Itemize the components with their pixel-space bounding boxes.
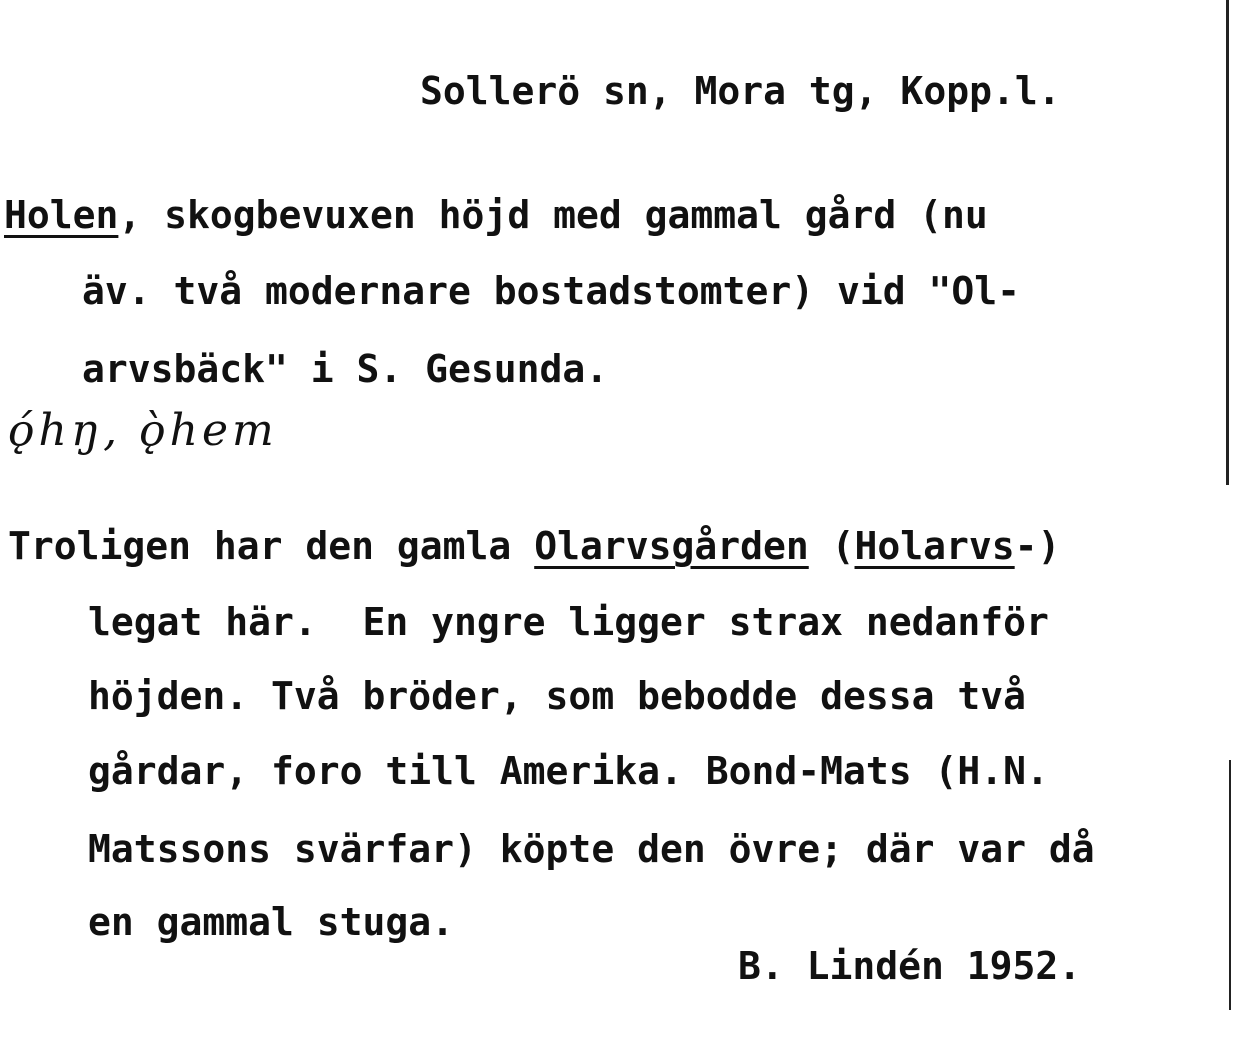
farm-name-holarvs: Holarvs [854, 524, 1015, 568]
note-line-5: Matssons svärfar) köpte den övre; där var då [88, 827, 1095, 871]
signature-line: B. Lindén 1952. [738, 944, 1082, 988]
entry-second-line: äv. två modernare bostadstomter) vid "Ol- [82, 269, 1020, 313]
location-heading: Sollerö sn, Mora tg, Kopp.l. [420, 69, 1061, 113]
pronunciation-handwritten: ǫ́hŋ, ǫ̀hem [8, 405, 278, 456]
entry-third-line: arvsbäck" i S. Gesunda. [82, 347, 609, 391]
place-name: Holen [4, 193, 119, 237]
note-first-line [8, 524, 1061, 568]
entry-first-line [4, 193, 988, 237]
farm-name-olarvsgarden: Olarvsgården [534, 524, 809, 568]
note-line-2: legat här. En yngre ligger strax nedanför [88, 600, 1049, 644]
note-line-6: en gammal stuga. [88, 900, 455, 944]
note-line-3: höjden. Två bröder, som bebodde dessa två [88, 674, 1026, 718]
card-edge-line-lower [1229, 760, 1231, 1010]
note-line-4: gårdar, foro till Amerika. Bond-Mats (H.N. [88, 749, 1049, 793]
note-paren-close: -) [1014, 524, 1061, 568]
note-text-start: Troligen har den gamla [8, 524, 535, 568]
entry-description-start: , skogbevuxen höjd med gammal gård (nu [118, 193, 988, 237]
card-edge-line [1226, 0, 1229, 485]
note-paren-open: ( [808, 524, 855, 568]
